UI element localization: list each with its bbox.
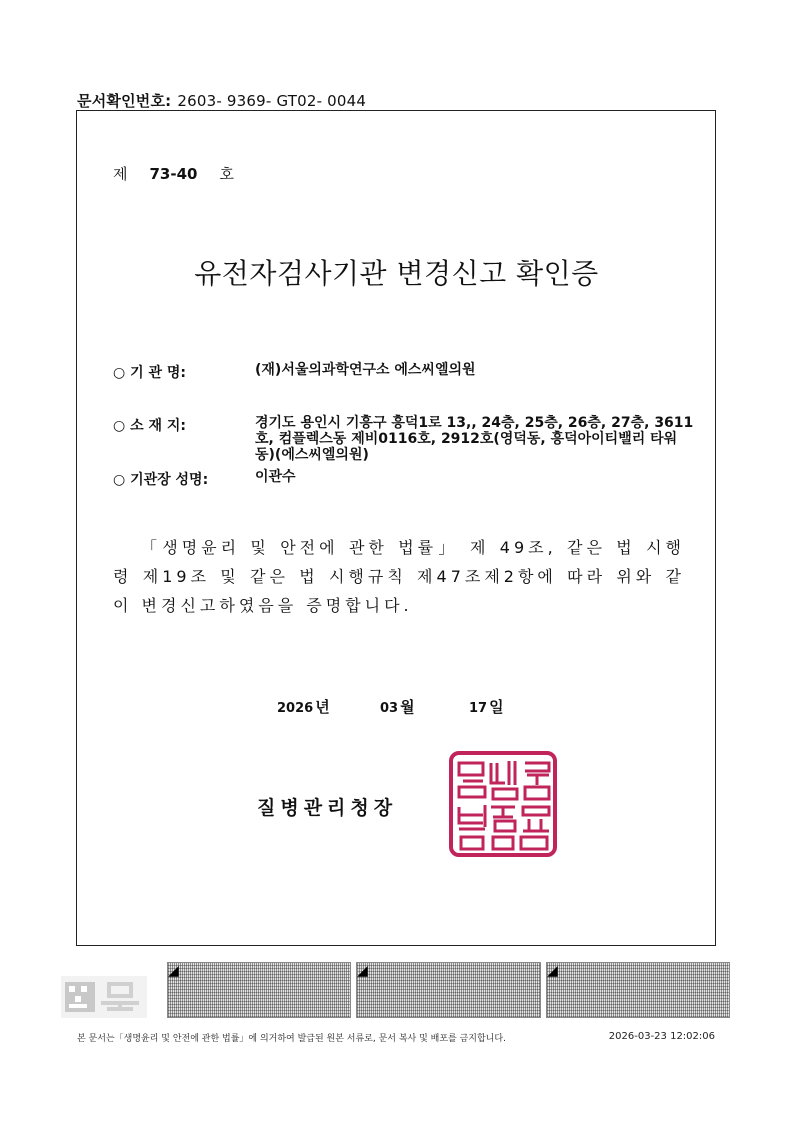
- field-label: ○ 기 관 명:: [113, 365, 187, 381]
- certificate-title: 유전자검사기관 변경신고 확인증: [194, 257, 599, 290]
- registration-number: [113, 163, 234, 184]
- field-label: ○ 소 재 지:: [113, 418, 187, 434]
- security-barcode-1: [167, 962, 351, 1018]
- official-seal-icon: [449, 751, 557, 857]
- doc-number-value: 2603- 9369- GT02- 0044: [177, 92, 367, 110]
- security-barcode-2: [356, 962, 541, 1018]
- field-label: ○ 기관장 성명:: [113, 472, 209, 488]
- document-confirmation-number: [77, 90, 366, 111]
- date-year: [277, 696, 330, 717]
- day-value: 17: [469, 701, 488, 716]
- date-day: [469, 696, 504, 717]
- certification-statement: 「생명윤리 및 안전에 관한 법률」 제 49조, 같은 법 시행령 제19조 및 같은 법 시행규칙 제47조제2항에 따라 위와 같이 변경신고하였음을 증명합니다.: [113, 538, 685, 615]
- month-unit: 월: [400, 698, 415, 716]
- barcode-corner-icon: ◢: [547, 963, 558, 979]
- issue-timestamp: 2026-03-23 12:02:06: [608, 1031, 715, 1042]
- reg-suffix: 호: [219, 165, 234, 183]
- doc-number-label: 문서확인번호:: [77, 92, 172, 110]
- field-value: 이관수: [255, 469, 296, 485]
- reg-number: 73-40: [149, 165, 198, 183]
- reg-prefix: 제: [113, 165, 128, 183]
- security-barcode-3: [546, 962, 730, 1018]
- issuer-name: 질병관리청장: [257, 797, 398, 819]
- field-value: 경기도 용인시 기흥구 흥덕1로 13,, 24층, 25층, 26층, 27층, 3611호, 컴플렉스동 제비0116호, 2912호(영덕동, 흥덕아이티밸리 타워동)(에스씨엘의원): [255, 415, 694, 463]
- year-value: 2026: [277, 701, 314, 716]
- field-value: (재)서울의과학연구소 에스씨엘의원: [255, 362, 476, 378]
- date-month: [380, 696, 415, 717]
- footer-notice: 본 문서는「생명윤리 및 안전에 관한 법률」에 의거하여 발급된 원본 서류로, 문서 복사 및 배포를 금지합니다.: [77, 1034, 506, 1044]
- barcode-corner-icon: ◢: [168, 963, 179, 979]
- barcode-corner-icon: ◢: [357, 963, 368, 979]
- certificate-frame: [76, 110, 716, 946]
- original-document-logo-icon: [61, 976, 147, 1018]
- year-unit: 년: [315, 698, 330, 716]
- month-value: 03: [380, 701, 399, 716]
- day-unit: 일: [489, 698, 504, 716]
